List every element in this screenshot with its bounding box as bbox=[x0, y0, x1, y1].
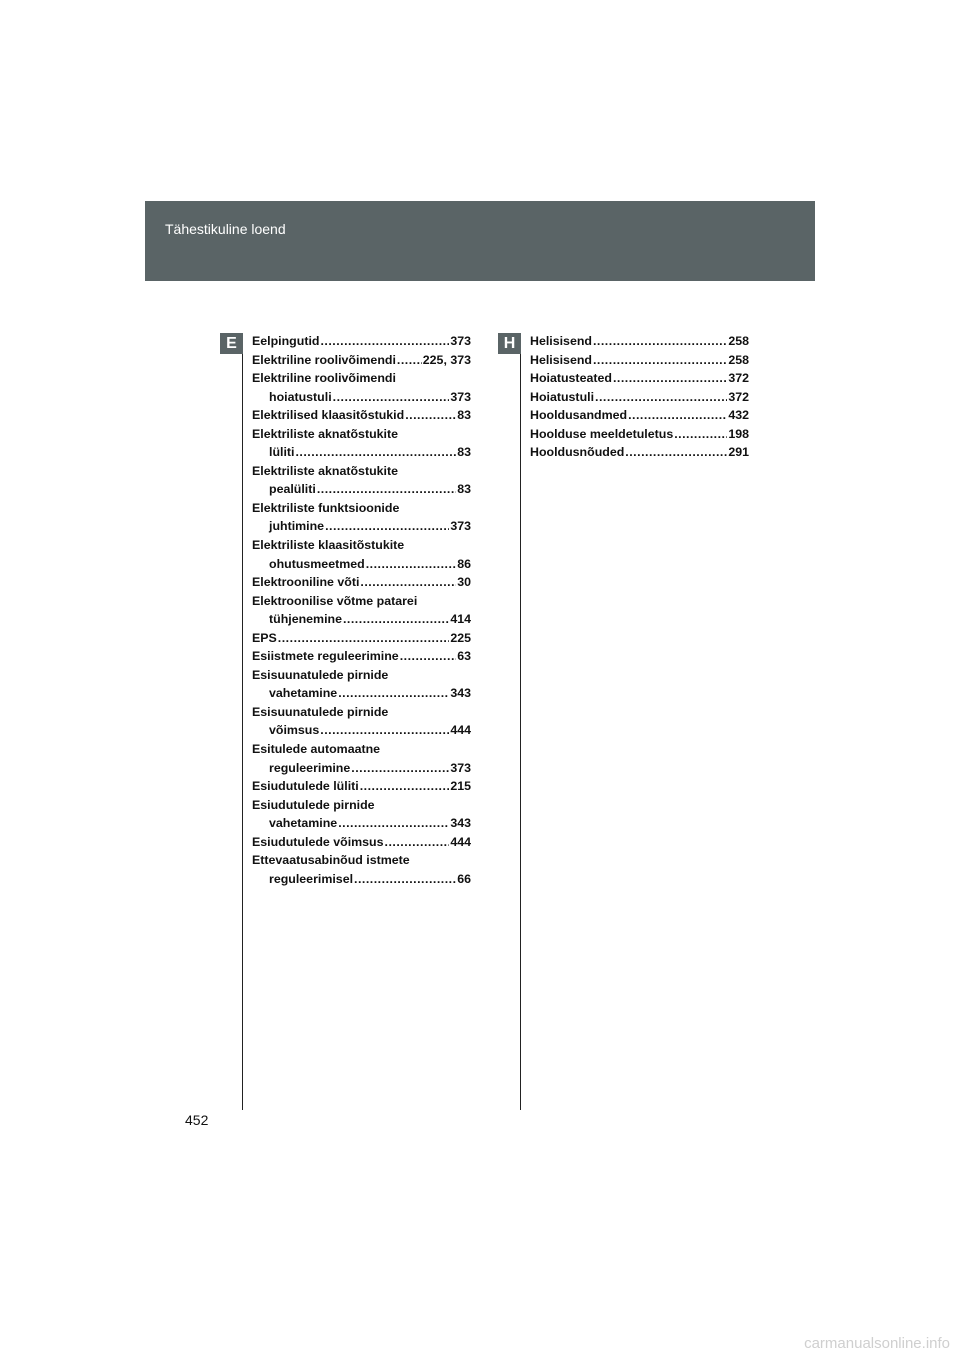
index-entry-line bbox=[530, 406, 749, 425]
index-term: Elektriliste aknatõstukite bbox=[252, 463, 398, 478]
index-page-ref[interactable]: 198 bbox=[728, 426, 749, 441]
column-divider-right bbox=[520, 333, 521, 1110]
leader-dots bbox=[593, 351, 727, 370]
index-entry bbox=[252, 833, 471, 852]
index-term: Elektroonilise võtme patarei bbox=[252, 593, 418, 608]
index-page-ref[interactable]: 215 bbox=[450, 779, 471, 794]
index-entry-line bbox=[252, 462, 471, 481]
index-entry-line bbox=[530, 332, 749, 351]
index-page-ref[interactable]: 343 bbox=[450, 816, 471, 831]
index-term: reguleerimine bbox=[269, 760, 351, 775]
index-entry-line bbox=[252, 517, 471, 536]
leader-dots bbox=[613, 369, 727, 388]
index-term: Hooldusnõuded bbox=[530, 445, 625, 460]
index-term: Elektrilised klaasitõstukid bbox=[252, 408, 405, 423]
index-page-ref[interactable]: 225 bbox=[450, 630, 471, 645]
index-term: reguleerimisel bbox=[269, 871, 354, 886]
index-page-ref[interactable]: 373 bbox=[450, 760, 471, 775]
index-term: Elektriliste funktsioonide bbox=[252, 500, 400, 515]
leader-dots bbox=[295, 443, 456, 462]
leader-dots bbox=[343, 610, 449, 629]
index-entry-line bbox=[252, 814, 471, 833]
leader-dots bbox=[338, 684, 449, 703]
leader-dots bbox=[595, 388, 727, 407]
index-entry bbox=[530, 443, 749, 462]
index-term: tühjenemine bbox=[269, 612, 342, 627]
index-term: Esiudutulede lüliti bbox=[252, 779, 359, 794]
index-term: Esitulede automaatne bbox=[252, 742, 381, 757]
index-page-ref[interactable]: 432 bbox=[728, 408, 749, 423]
index-term: hoiatustuli bbox=[269, 389, 332, 404]
index-term: Elektriliste aknatõstukite bbox=[252, 426, 398, 441]
index-entry-line bbox=[252, 721, 471, 740]
leader-dots bbox=[354, 870, 456, 889]
index-entry bbox=[252, 740, 471, 777]
index-page-ref[interactable]: 372 bbox=[728, 389, 749, 404]
index-term: Ettevaatusabinõud istmete bbox=[252, 853, 410, 868]
leader-dots bbox=[405, 406, 456, 425]
index-entry-line bbox=[252, 369, 471, 388]
leader-dots bbox=[320, 332, 449, 351]
page-number: 452 bbox=[185, 1112, 209, 1128]
index-page-ref[interactable]: 225, 373 bbox=[422, 352, 471, 367]
index-page-ref[interactable]: 373 bbox=[450, 519, 471, 534]
index-column-e bbox=[252, 332, 471, 888]
index-term: Hoolduse meeldetuletus bbox=[530, 426, 674, 441]
index-entry bbox=[252, 369, 471, 406]
leader-dots bbox=[674, 425, 727, 444]
index-term: lüliti bbox=[269, 445, 295, 460]
index-term: Hoiatustuli bbox=[530, 389, 595, 404]
column-divider-left bbox=[242, 333, 243, 1110]
section-letter-h: H bbox=[498, 333, 521, 354]
header-title: Tähestikuline loend bbox=[165, 221, 286, 237]
index-entry bbox=[252, 462, 471, 499]
index-term: Elektrooniline võti bbox=[252, 575, 360, 590]
index-entry bbox=[252, 332, 471, 351]
index-column-h bbox=[530, 332, 749, 462]
index-entry bbox=[530, 369, 749, 388]
index-entry bbox=[530, 332, 749, 351]
index-term: juhtimine bbox=[269, 519, 325, 534]
index-term: Elektriliste klaasitõstukite bbox=[252, 538, 405, 553]
index-entry-line bbox=[252, 796, 471, 815]
leader-dots bbox=[278, 629, 450, 648]
index-term: Eelpingutid bbox=[252, 334, 320, 348]
index-term: vahetamine bbox=[269, 816, 338, 831]
index-entry-line bbox=[252, 684, 471, 703]
index-page-ref[interactable]: 83 bbox=[457, 482, 471, 497]
index-entry bbox=[530, 406, 749, 425]
index-entry-line bbox=[252, 332, 471, 351]
leader-dots bbox=[351, 759, 449, 778]
index-term: Hoiatusteated bbox=[530, 371, 612, 386]
index-entry bbox=[252, 703, 471, 740]
index-entry-line bbox=[252, 870, 471, 889]
index-entry-line bbox=[252, 443, 471, 462]
leader-dots bbox=[397, 351, 422, 370]
leader-dots bbox=[400, 647, 457, 666]
section-letter-e: E bbox=[220, 333, 243, 354]
index-entry-line bbox=[252, 592, 471, 611]
index-page-ref[interactable]: 444 bbox=[450, 834, 471, 849]
index-term: Esisuunatulede pirnide bbox=[252, 667, 389, 682]
index-entry-line bbox=[252, 480, 471, 499]
index-term: Elektriline roolivõimendi bbox=[252, 371, 396, 386]
index-term: Helisisend bbox=[530, 352, 592, 367]
index-entry bbox=[252, 351, 471, 370]
index-entry-line bbox=[252, 666, 471, 685]
index-page-ref[interactable]: 444 bbox=[450, 723, 471, 738]
index-entry bbox=[252, 592, 471, 629]
index-entry-line bbox=[530, 425, 749, 444]
leader-dots bbox=[366, 555, 457, 574]
index-entry-line bbox=[252, 555, 471, 574]
leader-dots bbox=[360, 777, 450, 796]
leader-dots bbox=[360, 573, 456, 592]
index-term: võimsus bbox=[269, 723, 320, 738]
index-page-ref[interactable]: 83 bbox=[457, 408, 471, 423]
index-entry-line bbox=[252, 536, 471, 555]
index-page-ref[interactable]: 343 bbox=[450, 686, 471, 701]
index-page-ref[interactable]: 291 bbox=[728, 445, 749, 460]
index-entry-line bbox=[252, 388, 471, 407]
index-entry-line bbox=[252, 647, 471, 666]
index-entry-line bbox=[252, 740, 471, 759]
index-term: Esisuunatulede pirnide bbox=[252, 704, 389, 719]
index-entry bbox=[252, 629, 471, 648]
index-entry bbox=[252, 777, 471, 796]
index-entry-line bbox=[252, 351, 471, 370]
index-entry bbox=[252, 851, 471, 888]
index-entry-line bbox=[252, 406, 471, 425]
index-page-ref[interactable]: 258 bbox=[728, 352, 749, 367]
index-page-ref[interactable]: 30 bbox=[457, 575, 471, 590]
index-entry bbox=[252, 406, 471, 425]
index-entry-line bbox=[252, 777, 471, 796]
watermark: carmanualsonline.info bbox=[804, 1335, 950, 1352]
index-term: ohutusmeetmed bbox=[269, 556, 365, 571]
index-page-ref[interactable]: 86 bbox=[457, 556, 471, 571]
index-page-ref[interactable]: 258 bbox=[728, 334, 749, 348]
leader-dots bbox=[338, 814, 449, 833]
index-entry-line bbox=[530, 388, 749, 407]
index-page-ref[interactable]: 414 bbox=[450, 612, 471, 627]
index-entry bbox=[530, 425, 749, 444]
index-entry-line bbox=[252, 610, 471, 629]
index-term: Esiudutulede pirnide bbox=[252, 797, 375, 812]
leader-dots bbox=[385, 833, 450, 852]
index-entry bbox=[530, 388, 749, 407]
index-page-ref[interactable]: 63 bbox=[457, 649, 471, 664]
index-term: Esiistmete reguleerimine bbox=[252, 649, 399, 664]
index-entry-line bbox=[530, 351, 749, 370]
index-entry bbox=[252, 425, 471, 462]
index-term: Esiudutulede võimsus bbox=[252, 834, 384, 849]
index-entry-line bbox=[252, 759, 471, 778]
index-term: pealüliti bbox=[269, 482, 316, 497]
index-entry bbox=[252, 666, 471, 703]
index-entry bbox=[252, 499, 471, 536]
index-page-ref[interactable]: 372 bbox=[728, 371, 749, 386]
leader-dots bbox=[628, 406, 727, 425]
page-header bbox=[145, 201, 815, 281]
leader-dots bbox=[317, 480, 456, 499]
leader-dots bbox=[625, 443, 727, 462]
index-term: Elektriline roolivõimendi bbox=[252, 352, 396, 367]
index-entry bbox=[252, 536, 471, 573]
index-entry-line bbox=[252, 833, 471, 852]
index-entry bbox=[252, 647, 471, 666]
leader-dots bbox=[320, 721, 449, 740]
index-term: Helisisend bbox=[530, 334, 592, 348]
index-entry bbox=[252, 573, 471, 592]
index-entry-line bbox=[252, 573, 471, 592]
index-page-ref[interactable]: 66 bbox=[457, 871, 471, 886]
index-entry-line bbox=[252, 499, 471, 518]
index-page-ref[interactable]: 373 bbox=[450, 389, 471, 404]
leader-dots bbox=[593, 332, 727, 351]
index-page-ref[interactable]: 373 bbox=[450, 334, 471, 348]
index-entry-line bbox=[530, 443, 749, 462]
index-entry bbox=[252, 796, 471, 833]
index-term: EPS bbox=[252, 630, 277, 645]
index-page-ref[interactable]: 83 bbox=[457, 445, 471, 460]
index-entry bbox=[530, 351, 749, 370]
index-entry-line bbox=[252, 703, 471, 722]
index-entry-line bbox=[252, 629, 471, 648]
leader-dots bbox=[325, 517, 449, 536]
index-term: vahetamine bbox=[269, 686, 338, 701]
index-entry-line bbox=[252, 851, 471, 870]
leader-dots bbox=[333, 388, 450, 407]
index-term: Hooldusandmed bbox=[530, 408, 628, 423]
index-entry-line bbox=[530, 369, 749, 388]
index-entry-line bbox=[252, 425, 471, 444]
